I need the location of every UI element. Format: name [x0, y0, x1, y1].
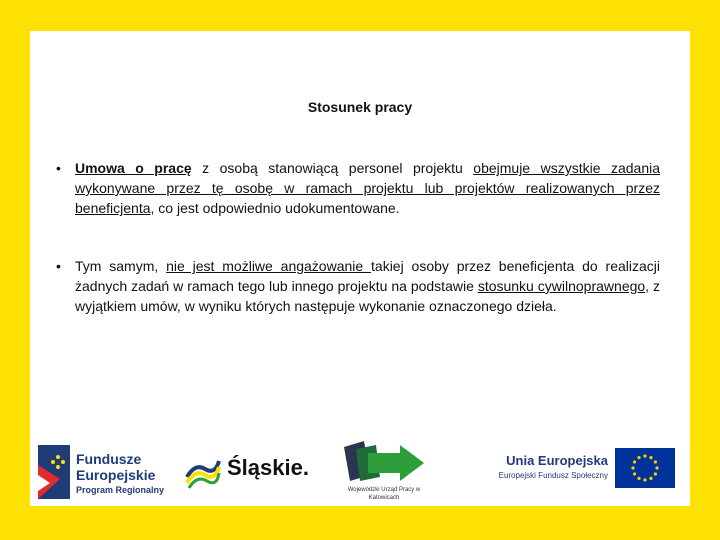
- bullet-text: Tym samym,: [75, 258, 167, 274]
- fe-name-line1: Fundusze: [76, 451, 142, 467]
- bullet-text: , z wyjątkiem umów, w wyniku których następuje wykonanie oznaczonego dzieła.: [75, 278, 660, 314]
- slide-title: Stosunek pracy: [307, 99, 413, 115]
- bullet-underlined-text: nie jest możliwe angażowanie: [166, 258, 372, 274]
- wup-logo: [340, 439, 450, 505]
- slide: [30, 31, 690, 506]
- slaskie-logo: [185, 453, 320, 493]
- bullet-text: takiej osoby przez beneficjenta do realizacji żadnych zadań w ramach tego lub innego projektu na podstawie: [75, 258, 660, 294]
- ue-name: Unia Europejska: [506, 453, 608, 468]
- fundusze-europejskie-logo: [38, 441, 188, 499]
- bullet-item-contract: [56, 158, 660, 218]
- wup-caption: Wojewódzki Urząd Pracy w Katowicach: [347, 487, 421, 501]
- bullet-underlined-text: obejmuje wszystkie zadania wykonywane przez tę osobę w ramach projektu lub projektów realizowanych przez beneficjenta: [75, 160, 660, 216]
- wup-arrow-icon: [340, 439, 430, 484]
- bullet-marker: •: [56, 258, 61, 274]
- eu-flag-icon: [615, 448, 675, 488]
- bullet-lead: Umowa o pracę: [75, 160, 192, 176]
- bullet-item-restriction: [56, 256, 660, 316]
- bullet-text: , co jest odpowiednio udokumentowane.: [150, 200, 400, 216]
- fe-flag-icon: [38, 445, 70, 499]
- fe-program: Program Regionalny: [76, 485, 165, 495]
- bullet-underlined-text: stosunku cywilnoprawnego: [477, 278, 646, 294]
- ue-fund: Europejski Fundusz Społeczny: [498, 471, 608, 480]
- bullet-marker: •: [56, 160, 61, 176]
- bullet-text: z osobą stanowiącą personel projektu: [191, 160, 474, 176]
- slaskie-waves-icon: [185, 455, 221, 489]
- unia-europejska-logo: [470, 446, 680, 496]
- logo-bar: [30, 436, 690, 506]
- slaskie-wordmark: Śląskie.: [227, 455, 309, 480]
- fe-name-line2: Europejskie: [76, 467, 156, 483]
